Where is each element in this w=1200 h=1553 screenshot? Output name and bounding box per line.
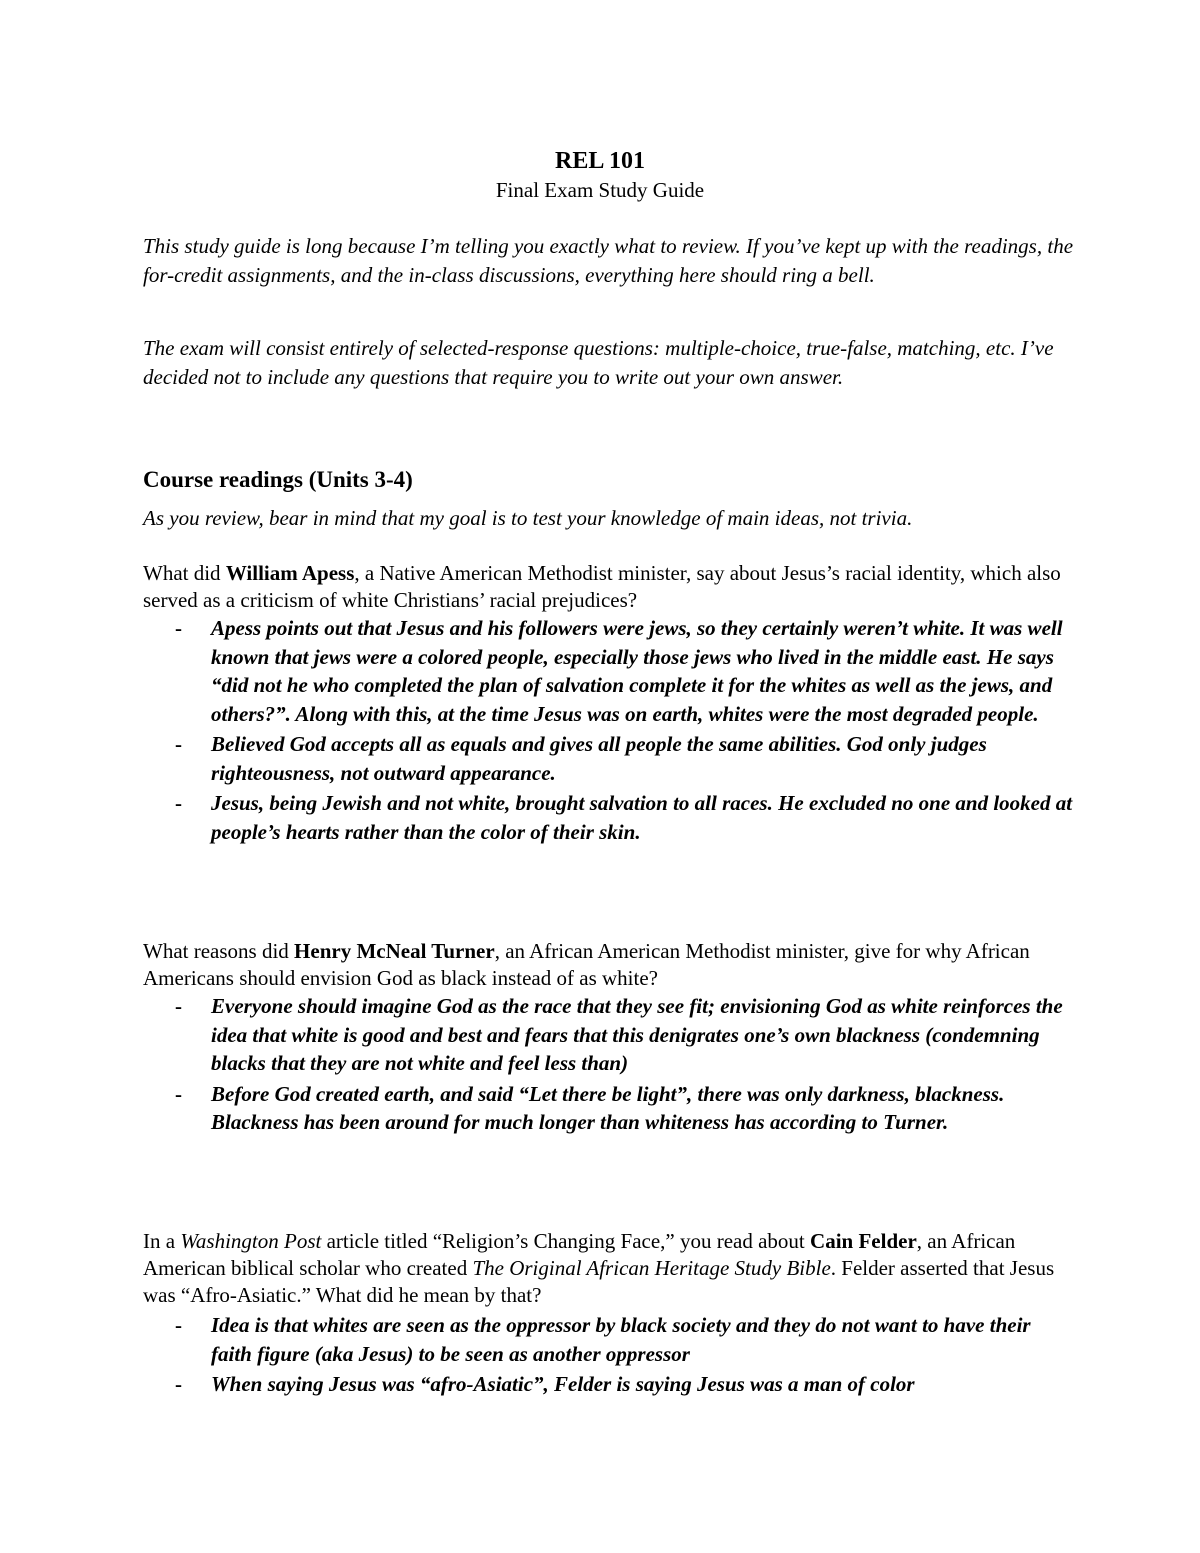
answer-text: When saying Jesus was “afro-Asiatic”, Felder is saying Jesus was a man of color <box>211 1372 915 1396</box>
question-text: article titled “Religion’s Changing Face,” you read about <box>321 1229 811 1253</box>
bullet-dash: - <box>175 1372 182 1396</box>
question-text: , an African American Methodist minister, give for why African Americans should envision God as black instead of as white? <box>143 939 1030 990</box>
answer-list-apess <box>143 614 1073 848</box>
bullet-dash: - <box>175 1081 182 1106</box>
person-name: Henry McNeal Turner <box>294 939 495 963</box>
question-text: , an African American biblical scholar who created <box>143 1229 1016 1280</box>
answer-text: Believed God accepts all as equals and gives all people the same abilities. God only judges righteousness, not outward appearance. <box>211 732 987 785</box>
answer-list-turner <box>143 992 1073 1139</box>
answer-text: Idea is that whites are seen as the oppressor by black society and they do not want to have their faith figure (aka Jesus) to be seen as another oppressor <box>211 1313 1031 1366</box>
bullet-dash: - <box>175 1313 182 1337</box>
question-text: , a Native American Methodist minister, say about Jesus’s racial identity, which also served as a criticism of white Christians’ racial prejudices? <box>143 561 1061 612</box>
answer-item <box>143 1080 1073 1137</box>
publication-title: Washington Post <box>180 1229 322 1253</box>
bullet-dash: - <box>175 791 182 815</box>
section-heading: Course readings (Units 3-4) <box>143 467 413 492</box>
answer-item <box>143 992 1073 1078</box>
answer-text: Jesus, being Jewish and not white, brought salvation to all races. He excluded no one and looked at people’s hearts rather than the color of their skin. <box>211 791 1073 844</box>
question-turner <box>143 938 1073 992</box>
bullet-dash: - <box>175 732 182 756</box>
bullet-dash: - <box>175 994 182 1018</box>
answer-item <box>143 789 1073 846</box>
person-name: Cain Felder <box>810 1229 917 1253</box>
document-subtitle: Final Exam Study Guide <box>495 178 705 202</box>
question-text: . Felder asserted that Jesus was “Afro-Asiatic.” What did he mean by that? <box>143 1256 1055 1307</box>
answer-text: Before God created earth, and said “Let there be light”, there was only darkness, blackness. Blackness has been around for much longer than whiteness has according to Turner. <box>211 1081 1005 1134</box>
question-text: What reasons did <box>143 939 295 963</box>
person-name: William Apess <box>225 561 355 585</box>
question-apess <box>143 560 1073 614</box>
answer-item <box>143 1311 1073 1368</box>
answer-text: Everyone should imagine God as the race that they see fit; envisioning God as white reinforces the idea that white is good and best and fears that this denigrates one’s own blackness (condemning blacks that they are not white and feel less than) <box>211 994 1063 1075</box>
answer-list-felder <box>143 1311 1073 1401</box>
intro-paragraph-1: This study guide is long because I’m telling you exactly what to review. If you’ve kept up with the readings, the for-credit assignments, and the in-class discussions, everything here should ring a bell. <box>143 234 1074 287</box>
bullet-dash: - <box>175 616 182 640</box>
question-text: In a <box>143 1229 181 1253</box>
answer-item <box>143 614 1073 728</box>
question-text: What did <box>143 561 226 585</box>
answer-item <box>143 1370 1073 1399</box>
book-title: The Original African Heritage Study Bible <box>472 1256 831 1280</box>
course-title: REL 101 <box>554 148 646 174</box>
answer-text: Apess points out that Jesus and his followers were jews, so they certainly weren’t white. It was well known that jews were a colored people, especially those jews who lived in the middle east. He says “did not he who completed the plan of salvation complete it for the whites as well as the jews, and others?”. Along with this, at the time Jesus was on earth, whites were the most degraded people. <box>211 616 1063 726</box>
question-felder <box>143 1228 1073 1309</box>
intro-paragraph-2: The exam will consist entirely of selected-response questions: multiple-choice, true-false, matching, etc. I’ve decided not to include any questions that require you to write out your own answer. <box>143 336 1054 389</box>
answer-item <box>143 730 1073 787</box>
section-note: As you review, bear in mind that my goal is to test your knowledge of main ideas, not trivia. <box>143 506 913 530</box>
